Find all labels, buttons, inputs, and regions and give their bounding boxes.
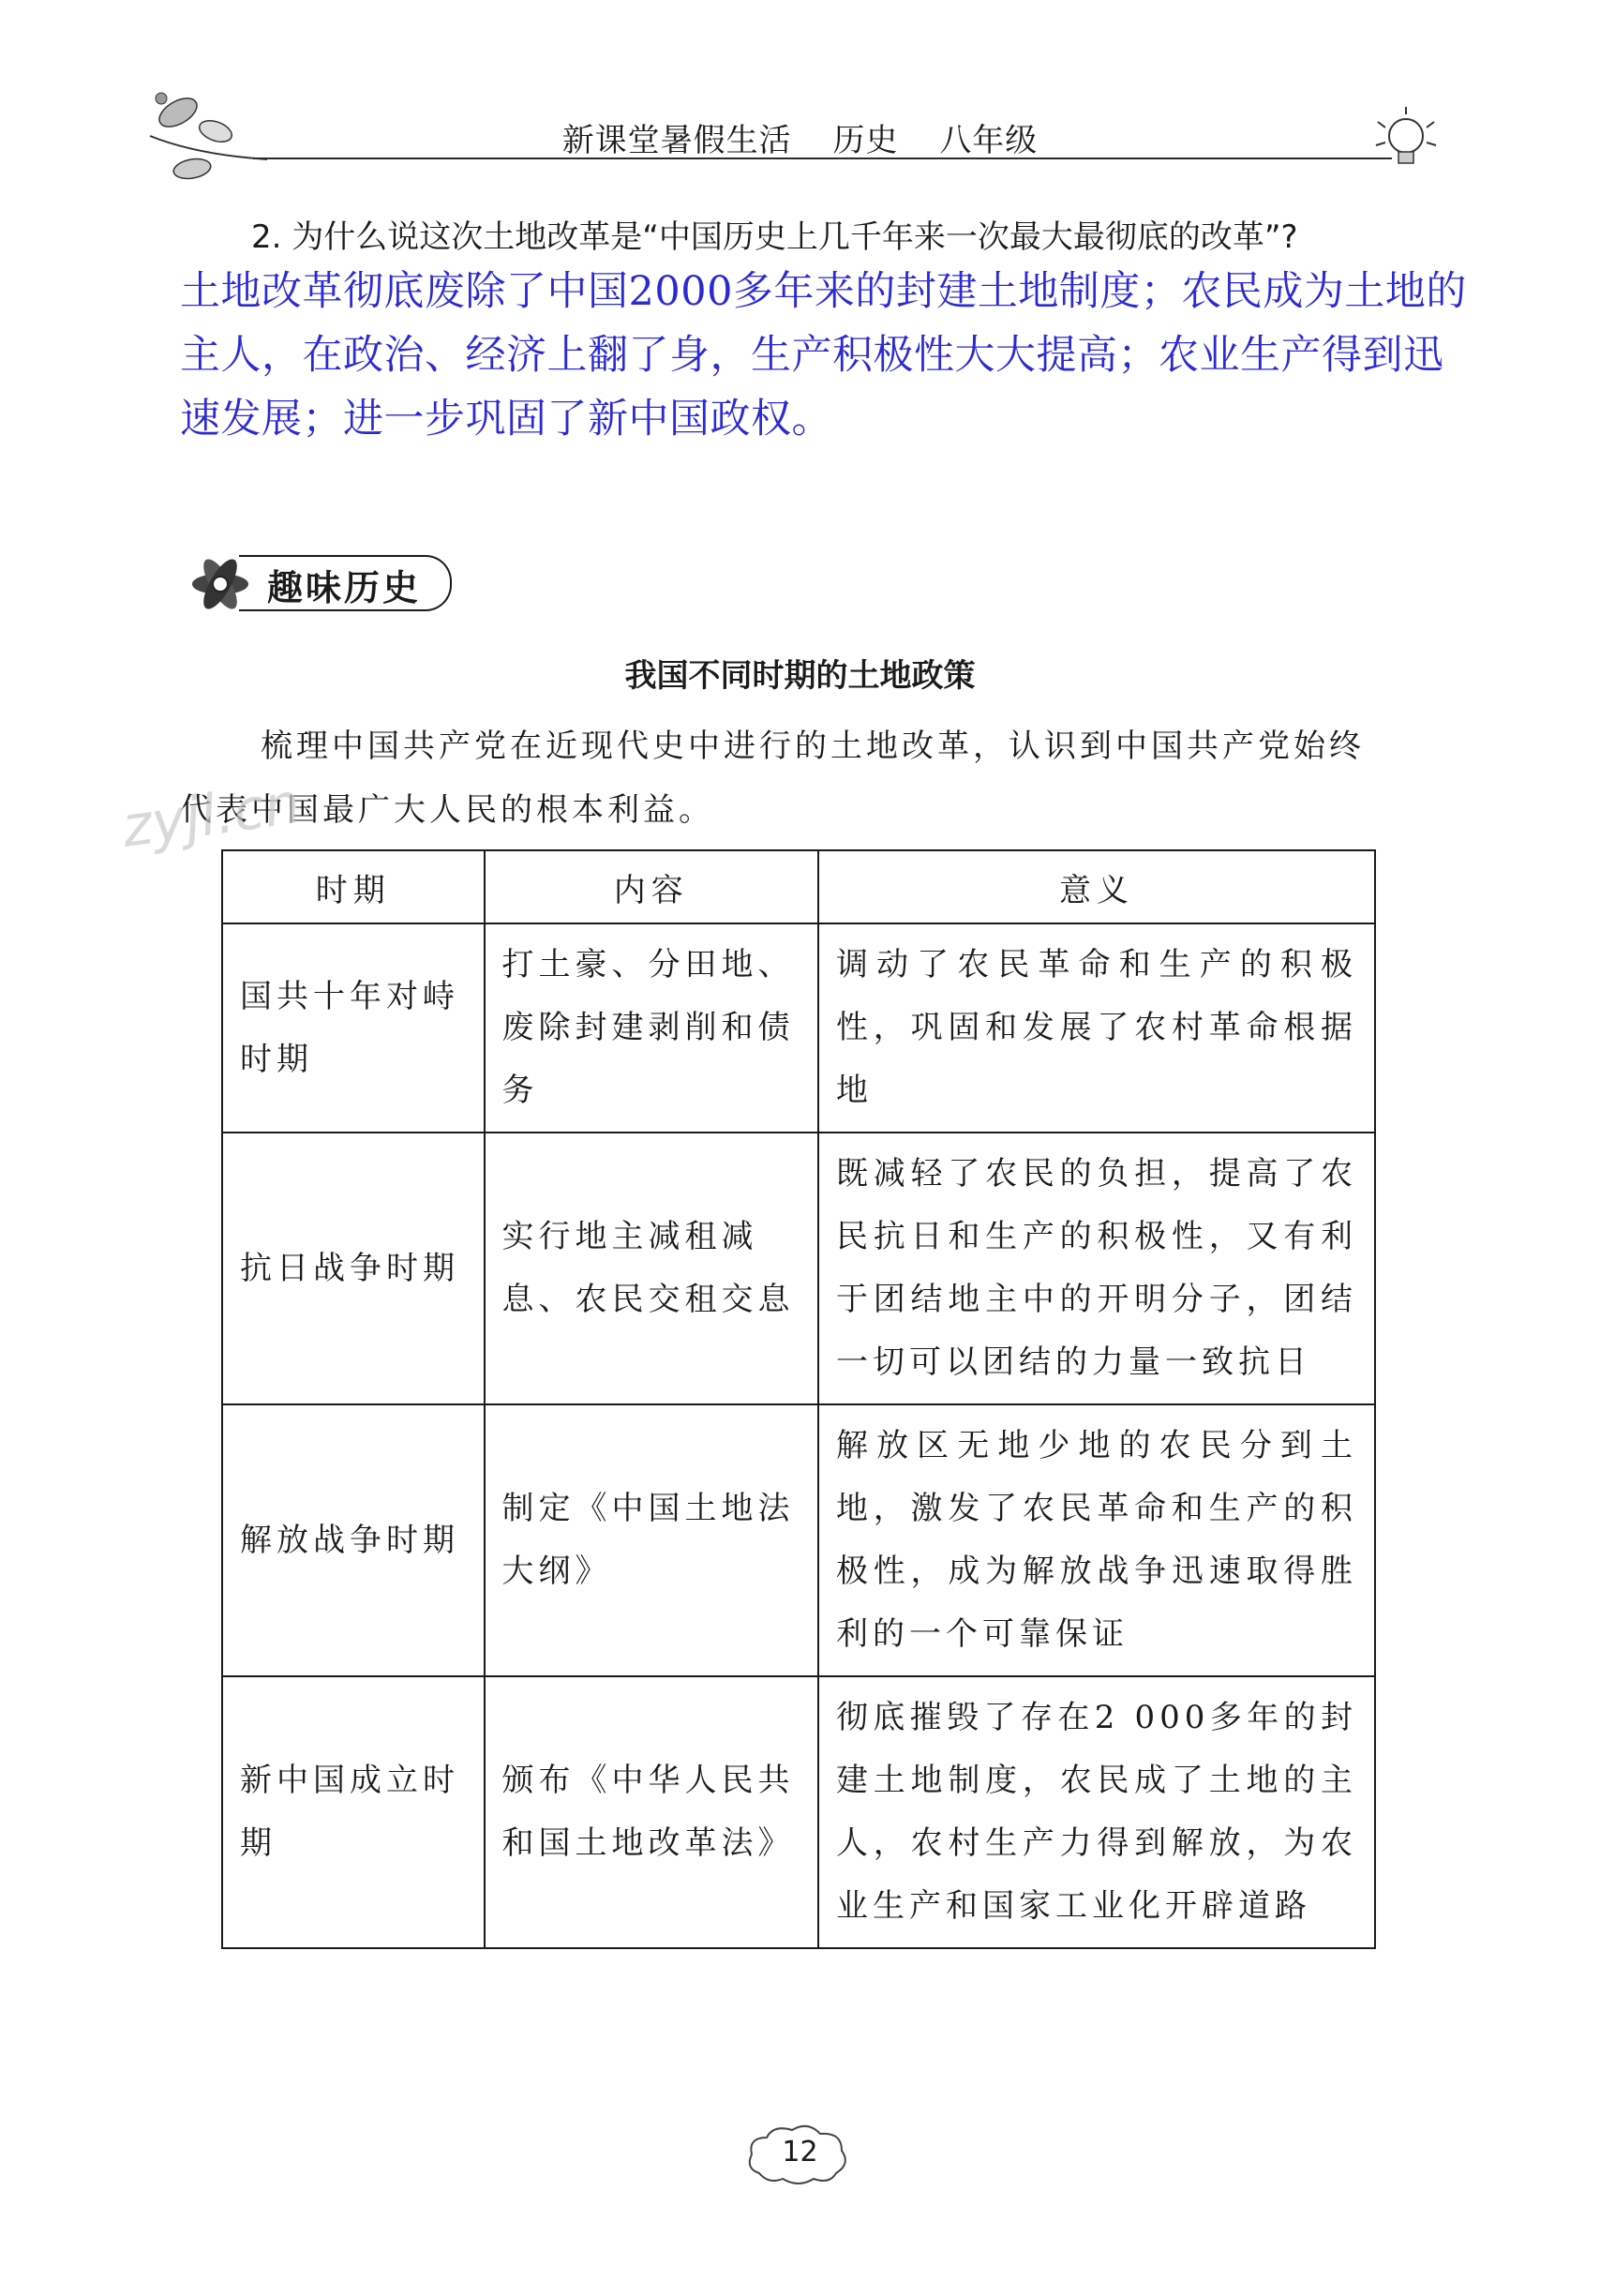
significance-cell: 解放区无地少地的农民分到土地，激发了农民革命和生产的积极性，成为解放战争迅速取得胜利的一个可靠保证 xyxy=(818,1404,1375,1676)
table-row xyxy=(222,1404,1375,1676)
header-content: 内容 xyxy=(485,850,818,923)
significance-cell: 既减轻了农民的负担，提高了农民抗日和生产的积极性，又有利于团结地主中的开明分子，团结一切可以团结的力量一致抗日 xyxy=(818,1133,1375,1404)
answer-line-1: 土地改革彻底废除了中国2000多年来的封建土地制度；农民成为土地的 xyxy=(180,268,1467,315)
content-cell: 实行地主减租减息、农民交租交息 xyxy=(485,1133,818,1404)
table-header-row xyxy=(222,850,1375,923)
book-title: 新课堂暑假生活 xyxy=(561,122,792,159)
lightbulb-icon xyxy=(1368,103,1443,188)
header-significance: 意义 xyxy=(818,850,1375,923)
running-header xyxy=(0,114,1600,160)
header-period: 时期 xyxy=(222,850,485,923)
significance-cell: 彻底摧毁了存在2 000多年的封建土地制度，农民成了土地的主人，农村生产力得到解放，为农业生产和国家工业化开辟道路 xyxy=(818,1676,1375,1948)
grade: 八年级 xyxy=(939,122,1039,159)
answer-line-2: 主人，在政治、经济上翻了身，生产积极性大大提高；农业生产得到迅 xyxy=(180,332,1444,379)
subject: 历史 xyxy=(832,122,899,159)
intro-line-1: 梳理中国共产党在近现代史中进行的土地改革，认识到中国共产党始终 xyxy=(261,728,1365,765)
period-cell: 抗日战争时期 xyxy=(222,1133,485,1404)
table-row xyxy=(222,923,1375,1133)
period-cell: 新中国成立时期 xyxy=(222,1676,485,1948)
content-cell: 颁布《中华人民共和国土地改革法》 xyxy=(485,1676,818,1948)
significance-cell: 调动了农民革命和生产的积极性，巩固和发展了农村革命根据地 xyxy=(818,923,1375,1133)
table-row xyxy=(222,1133,1375,1404)
watermark: zyjl.cn xyxy=(118,771,305,861)
period-cell: 国共十年对峙时期 xyxy=(222,923,485,1133)
land-policy-table xyxy=(221,849,1376,1949)
page-number: 12 xyxy=(782,2136,818,2168)
period-cell: 解放战争时期 xyxy=(222,1404,485,1676)
question-text: 2. 为什么说这次土地改革是“中国历史上几千年来一次最大最彻底的改革”? xyxy=(251,218,1298,256)
section-title: 我国不同时期的土地政策 xyxy=(624,657,976,695)
section-badge: 趣味历史 xyxy=(267,566,422,608)
answer-line-3: 速发展；进一步巩固了新中国政权。 xyxy=(180,396,832,443)
intro-line-2: 代表中国最广大人民的根本利益。 xyxy=(180,791,714,829)
content-cell: 打土豪、分田地、废除封建剥削和债务 xyxy=(485,923,818,1133)
table-row xyxy=(222,1676,1375,1948)
flower-icon xyxy=(178,542,262,626)
content-cell: 制定《中国土地法大纲》 xyxy=(485,1404,818,1676)
